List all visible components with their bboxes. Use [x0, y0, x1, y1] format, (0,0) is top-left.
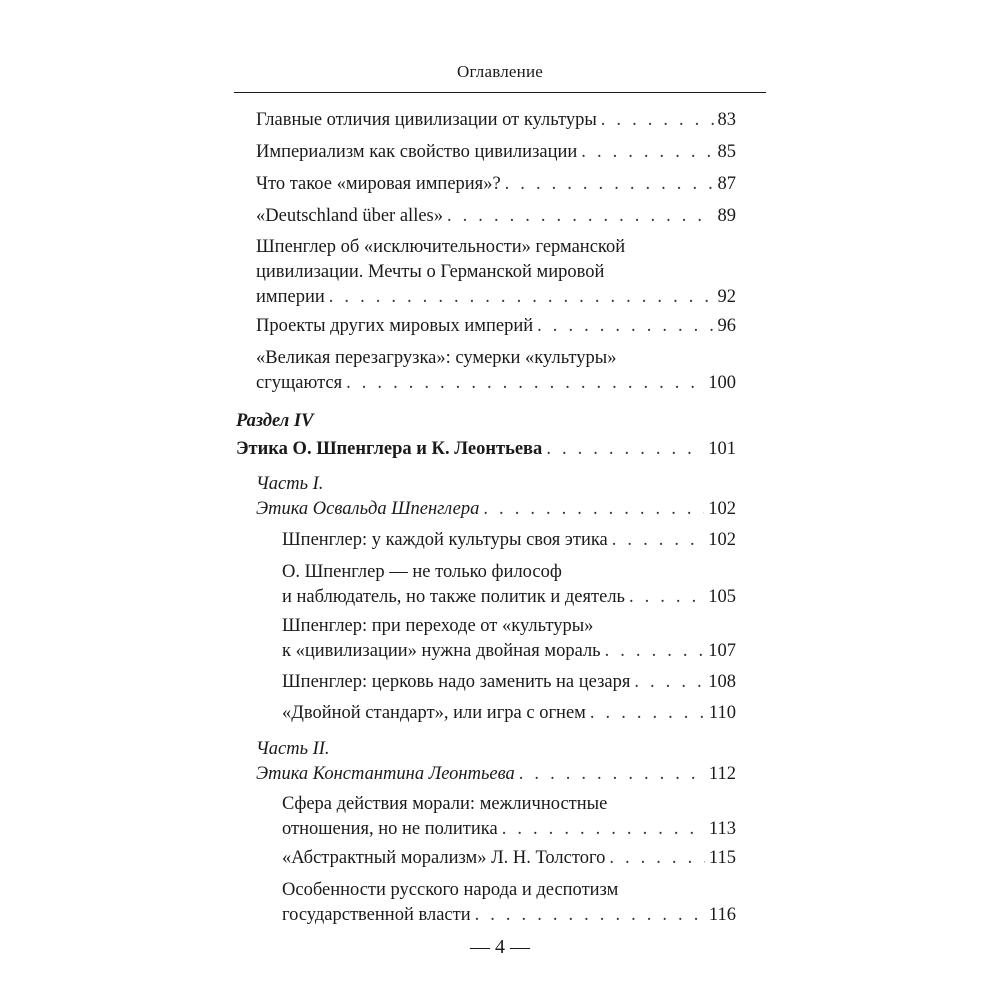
toc-entry-title: Главные отличия цивилизации от культуры [256, 110, 597, 130]
toc-entry-title: Шпенглер об «исключительности» германской [256, 237, 626, 257]
leader-dots [346, 371, 704, 396]
toc-entry [282, 792, 736, 842]
part-label: Часть II. [256, 739, 330, 759]
toc-page-number: 83 [717, 110, 736, 130]
toc-entry [256, 314, 736, 339]
toc-page-number: 108 [708, 672, 736, 692]
toc-entry-title: цивилизации. Мечты о Германской мировой [256, 262, 605, 282]
toc-page-number: 107 [708, 641, 736, 661]
toc-page-number: 100 [708, 373, 736, 393]
toc-entry-title: и наблюдатель, но также политик и деятель [282, 587, 625, 607]
toc-entry-title: «Deutschland über alles» [256, 206, 443, 226]
toc-page-number: 102 [708, 530, 736, 550]
toc-entry [282, 846, 736, 871]
part-label: Часть I. [256, 474, 324, 494]
toc-entry-title: Что такое «мировая империя»? [256, 174, 501, 194]
toc-entry-title: Шпенглер: у каждой культуры своя этика [282, 530, 608, 550]
leader-dots [447, 204, 714, 229]
toc-entry-title: Особенности русского народа и деспотизм [282, 880, 619, 900]
leader-dots [609, 846, 705, 871]
toc-entry-title: Проекты других мировых империй [256, 316, 534, 336]
leader-dots [475, 903, 705, 928]
part-title: Этика Освальда Шпенглера [256, 499, 480, 519]
leader-dots [519, 762, 705, 787]
toc-entry [282, 560, 736, 610]
toc-entry-title: Сфера действия морали: межличностные [282, 794, 608, 814]
toc-entry-title: империи [256, 287, 325, 307]
toc-page-number: 101 [708, 439, 736, 459]
toc-page-number: 96 [717, 316, 736, 336]
section-title: Этика О. Шпенглера и К. Леонтьева [236, 439, 543, 459]
toc-entry-title: Шпенглер: церковь надо заменить на цезаря [282, 672, 631, 692]
toc-entry [256, 140, 736, 165]
leader-dots [612, 528, 704, 553]
toc-page-number: 85 [717, 142, 736, 162]
toc-page-number: 115 [708, 848, 736, 868]
toc-page-number: 105 [708, 587, 736, 607]
toc-entry [282, 528, 736, 553]
toc-entry [256, 235, 736, 310]
toc-entry [282, 701, 736, 726]
toc-entry-title: Империализм как свойство цивилизации [256, 142, 578, 162]
toc-page-number: 87 [717, 174, 736, 194]
toc-entry [282, 614, 736, 664]
leader-dots [537, 314, 713, 339]
toc-page-number: 89 [717, 206, 736, 226]
part-entry [256, 762, 736, 787]
leader-dots [546, 437, 704, 462]
toc-page-number: 110 [708, 703, 736, 723]
page-number-footer: — 4 — [470, 936, 530, 958]
toc-page-number: 112 [708, 764, 736, 784]
leader-dots [483, 497, 704, 522]
toc-entry [256, 108, 736, 133]
toc-entry-title: «Абстрактный морализм» Л. Н. Толстого [282, 848, 606, 868]
part-title: Этика Константина Леонтьева [256, 764, 515, 784]
toc-entry [256, 172, 736, 197]
toc-entry [282, 878, 736, 928]
section-label: Раздел IV [236, 411, 314, 431]
leader-dots [502, 817, 705, 842]
part-entry [256, 497, 736, 522]
toc-page-number: 113 [708, 819, 736, 839]
toc-entry-title: «Великая перезагрузка»: сумерки «культуры» [256, 348, 617, 368]
toc-entry [282, 670, 736, 695]
leader-dots [329, 285, 714, 310]
leader-dots [505, 172, 714, 197]
toc-page-number: 116 [708, 905, 736, 925]
running-header: Оглавление [457, 62, 543, 81]
toc-entry [256, 204, 736, 229]
leader-dots [590, 701, 705, 726]
leader-dots [601, 108, 714, 133]
toc-entry [256, 346, 736, 396]
toc-entry-title: сгущаются [256, 373, 343, 393]
leader-dots [605, 639, 705, 664]
leader-dots [581, 140, 713, 165]
toc-entry-title: Шпенглер: при переходе от «культуры» [282, 616, 594, 636]
toc-entry-title: к «цивилизации» нужна двойная мораль [282, 641, 601, 661]
leader-dots [629, 585, 704, 610]
toc-entry-title: отношения, но не политика [282, 819, 498, 839]
toc-entry-title: государственной власти [282, 905, 471, 925]
toc-page-number: 92 [717, 287, 736, 307]
section-entry [236, 437, 736, 462]
leader-dots [634, 670, 704, 695]
toc-entry-title: «Двойной стандарт», или игра с огнем [282, 703, 586, 723]
toc-entry-title: О. Шпенглер — не только философ [282, 562, 562, 582]
toc-page-number: 102 [708, 499, 736, 519]
